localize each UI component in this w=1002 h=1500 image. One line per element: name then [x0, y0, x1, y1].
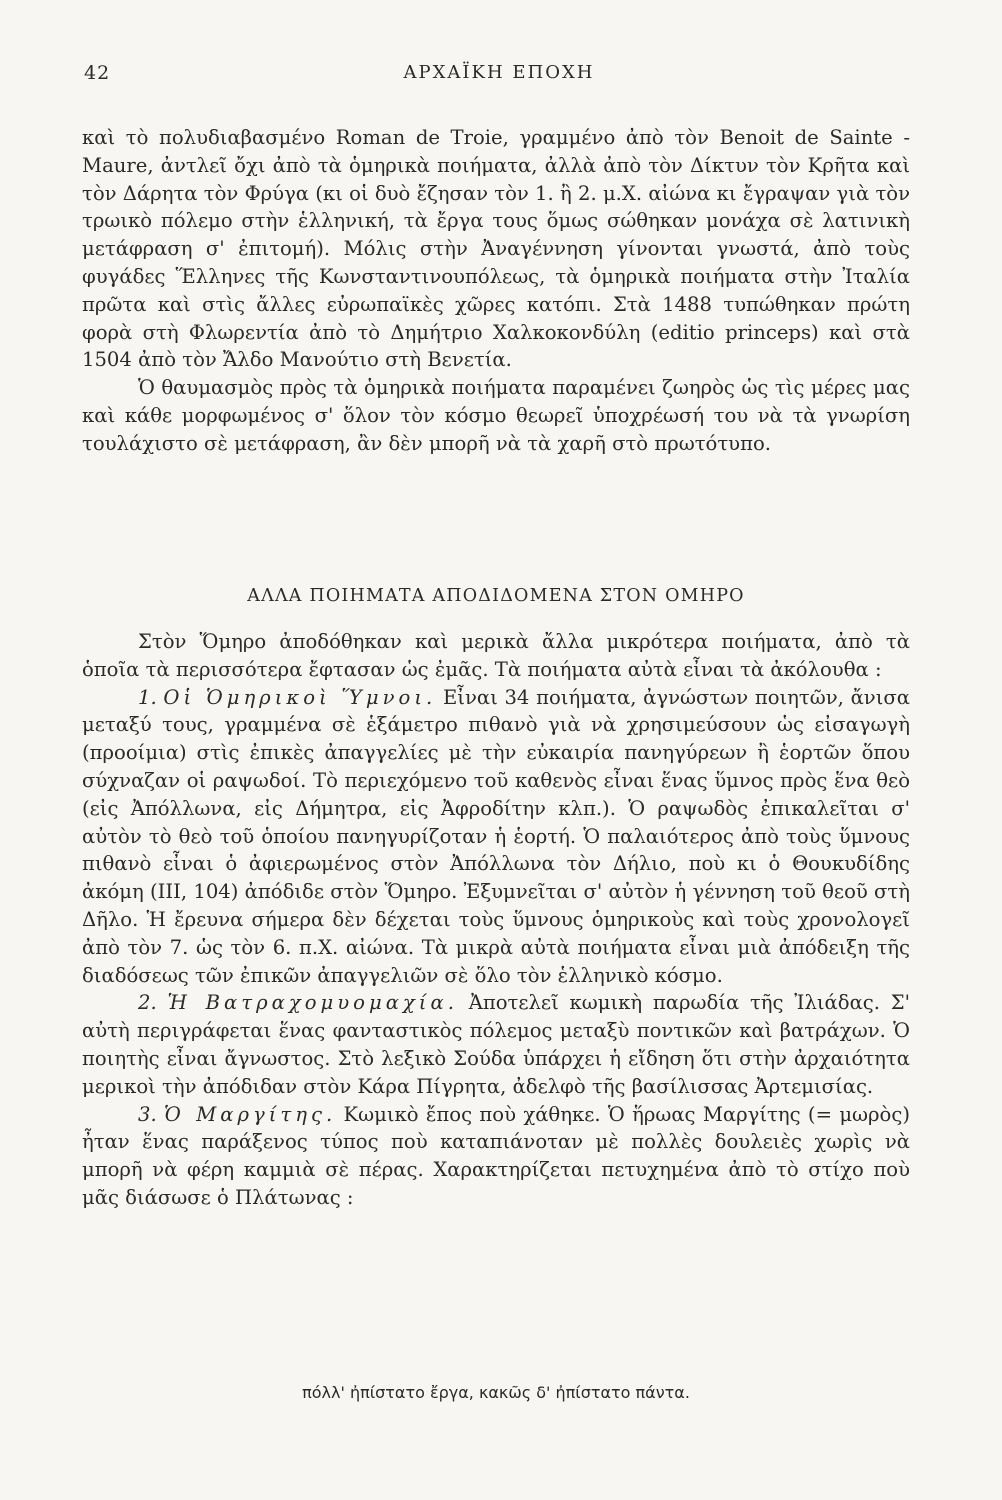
- verse-quote: πόλλ' ἠπίστατο ἔργα, κακῶς δ' ἠπίστατο πάντα.: [302, 1383, 690, 1402]
- item-title: Οἱ Ὁμηρικοὶ Ὕμνοι.: [163, 685, 437, 709]
- section-text: [82, 628, 910, 1212]
- section-heading: ΑΛΛΑ ΠΟΙΗΜΑΤΑ ΑΠΟΔΙΔΟΜΕΝΑ ΣΤΟΝ ΟΜΗΡΟ: [247, 586, 745, 606]
- item-title: Ὁ Μαργίτης.: [164, 1102, 337, 1126]
- section-intro-paragraph: Στὸν Ὅμηρο ἀποδόθηκαν καὶ μερικὰ ἄλλα μικρότερα ποιήματα, ἀπὸ τὰ ὁποῖα τὰ περισσότερα ἔφτασαν ὡς ἐμᾶς. Τὰ ποιήματα αὐτὰ εἶναι τὰ ἀκόλουθα :: [82, 630, 910, 681]
- intro-paragraph-1: καὶ τὸ πολυδιαβασμένο Roman de Troie, γραμμένο ἀπὸ τὸν Benoit de Sainte - Maure, ἀντλεῖ ὄχι ἀπὸ τὰ ὁμηρικὰ ποιήματα, ἀλλὰ ἀπὸ τὸν Δίκτυν τὸν Κρῆτα καὶ τὸν Δάρητα τὸν Φρύγα (κι οἱ δυὸ ἔζησαν τὸν 1. ἢ 2. μ.Χ. αἰώνα κι ἔγραψαν γιὰ τὸν τρωικὸ πόλεμο στὴν ἑλληνική, τὰ ἔργα τους ὅμως σώθηκαν μονάχα σὲ λατινικὴ μετάφραση σ' ἐπιτομή). Μόλις στὴν Ἀναγέννηση γίνονται γνωστά, ἀπὸ τοὺς φυγάδες Ἕλληνες τῆς Κωνσταντινουπόλεως, τὰ ὁμηρικὰ ποιήματα στὴν Ἰταλία πρῶτα καὶ στὶς ἄλλες εὐρωπαϊκὲς χῶρες κατόπι. Στὰ 1488 τυπώθηκαν πρώτη φορὰ στὴ Φλωρεντία ἀπὸ τὸ Δημήτριο Χαλκοκονδύλη (editio princeps) καὶ στὰ 1504 ἀπὸ τὸν Ἄλδο Μανούτιο στὴ Βενετία.: [82, 126, 910, 372]
- item-batrachomyomachia: [82, 989, 910, 1100]
- item-text: Ἀποτελεῖ κωμικὴ παρωδία τῆς Ἰλιάδας. Σ' αὐτὴ περιγράφεται ἕνας φανταστικὸς πόλεμος μεταξὺ ποντικῶν καὶ βατράχων. Ὁ ποιητὴς εἶναι ἄγνωστος. Στὸ λεξικὸ Σούδα ὑπάρχει ἡ εἴδηση ὅτι στὴν ἀρχαιότητα μερικοὶ τὴν ἀπόδιδαν στὸν Κάρα Πίγρητα, ἀδελφὸ τῆς βασίλισσας Ἀρτεμισίας.: [82, 991, 910, 1098]
- running-head: ΑΡΧΑΪΚΗ ΕΠΟΧΗ: [403, 62, 595, 83]
- item-text: Εἶναι 34 ποιήματα, ἀγνώστων ποιητῶν, ἄνισα μεταξύ τους, γραμμένα σὲ ἑξάμετρο πιθανὸ γιὰ νὰ χρησιμεύσουν ὡς εἰσαγωγὴ (προοίμια) στὶς ἐπικὲς ἀπαγγελίες μὲ τὴν εὐκαιρία πανηγύρεων ἢ ἑορτῶν ὅπου σύχναζαν οἱ ραψωδοί. Τὸ περιεχόμενο τοῦ καθενὸς εἶναι ἕνας ὕμνος πρὸς ἕνα θεὸ (εἰς Ἀπόλλωνα, εἰς Δήμητρα, εἰς Ἀφροδίτην κλπ.). Ὁ ραψωδὸς ἐπικαλεῖται σ' αὐτὸν τὸ θεὸ τοῦ ὁποίου πανηγυρίζοταν ἡ ἑορτή. Ὁ παλαιότερος ἀπὸ τοὺς ὕμνους πιθανὸ εἶναι ὁ ἀφιερωμένος στὸν Ἀπόλλωνα τὸν Δήλιο, ποὺ κι ὁ Θουκυδίδης ἀκόμη (III, 104) ἀπόδιδε στὸν Ὅμηρο. Ἐξυμνεῖται σ' αὐτὸν ἡ γέννηση τοῦ θεοῦ στὴ Δῆλο. Ἡ ἔρευνα σήμερα δὲν δέχεται τοὺς ὕμνους ὁμηρικοὺς καὶ τοὺς χρονολογεῖ ἀπὸ τὸν 7. ὡς τὸν 6. π.Χ. αἰώνα. Τὰ μικρὰ αὐτὰ ποιήματα εἶναι μιὰ ἀπόδειξη τῆς διαδόσεως τῶν ἐπικῶν ἀπαγγελιῶν σὲ ὅλο τὸν ἑλληνικὸ κόσμο.: [82, 685, 911, 987]
- item-number: 1.: [138, 685, 157, 709]
- page-number: 42: [84, 62, 111, 84]
- item-number: 2.: [138, 991, 157, 1015]
- page-header: [84, 62, 914, 92]
- item-margites: [82, 1101, 910, 1212]
- item-homeric-hymns: [82, 684, 910, 990]
- intro-paragraph-2: Ὁ θαυμασμὸς πρὸς τὰ ὁμηρικὰ ποιήματα παραμένει ζωηρὸς ὡς τὶς μέρες μας καὶ κάθε μορφωμένος σ' ὅλον τὸν κόσμο θεωρεῖ ὑποχρέωσή του νὰ τὰ γνωρίση τουλάχιστο σὲ μετάφραση, ἂν δὲν μπορῆ νὰ τὰ χαρῆ στὸ πρωτότυπο.: [82, 376, 910, 455]
- intro-text: [82, 124, 910, 458]
- item-number: 3.: [138, 1102, 157, 1126]
- item-title: Ἡ Βατραχομυομαχία.: [167, 991, 458, 1015]
- item-text: Κωμικὸ ἔπος ποὺ χάθηκε. Ὁ ἥρωας Μαργίτης (= μωρὸς) ἦταν ἕνας παράξενος τύπος ποὺ καταπιάνοταν μὲ πολλὲς δουλειὲς χωρὶς νὰ μπορῆ νὰ φέρη καμμιὰ σὲ πέρας. Χαρακτηρίζεται πετυχημένα ἀπὸ τὸ στίχο ποὺ μᾶς διάσωσε ὁ Πλάτωνας :: [82, 1102, 910, 1209]
